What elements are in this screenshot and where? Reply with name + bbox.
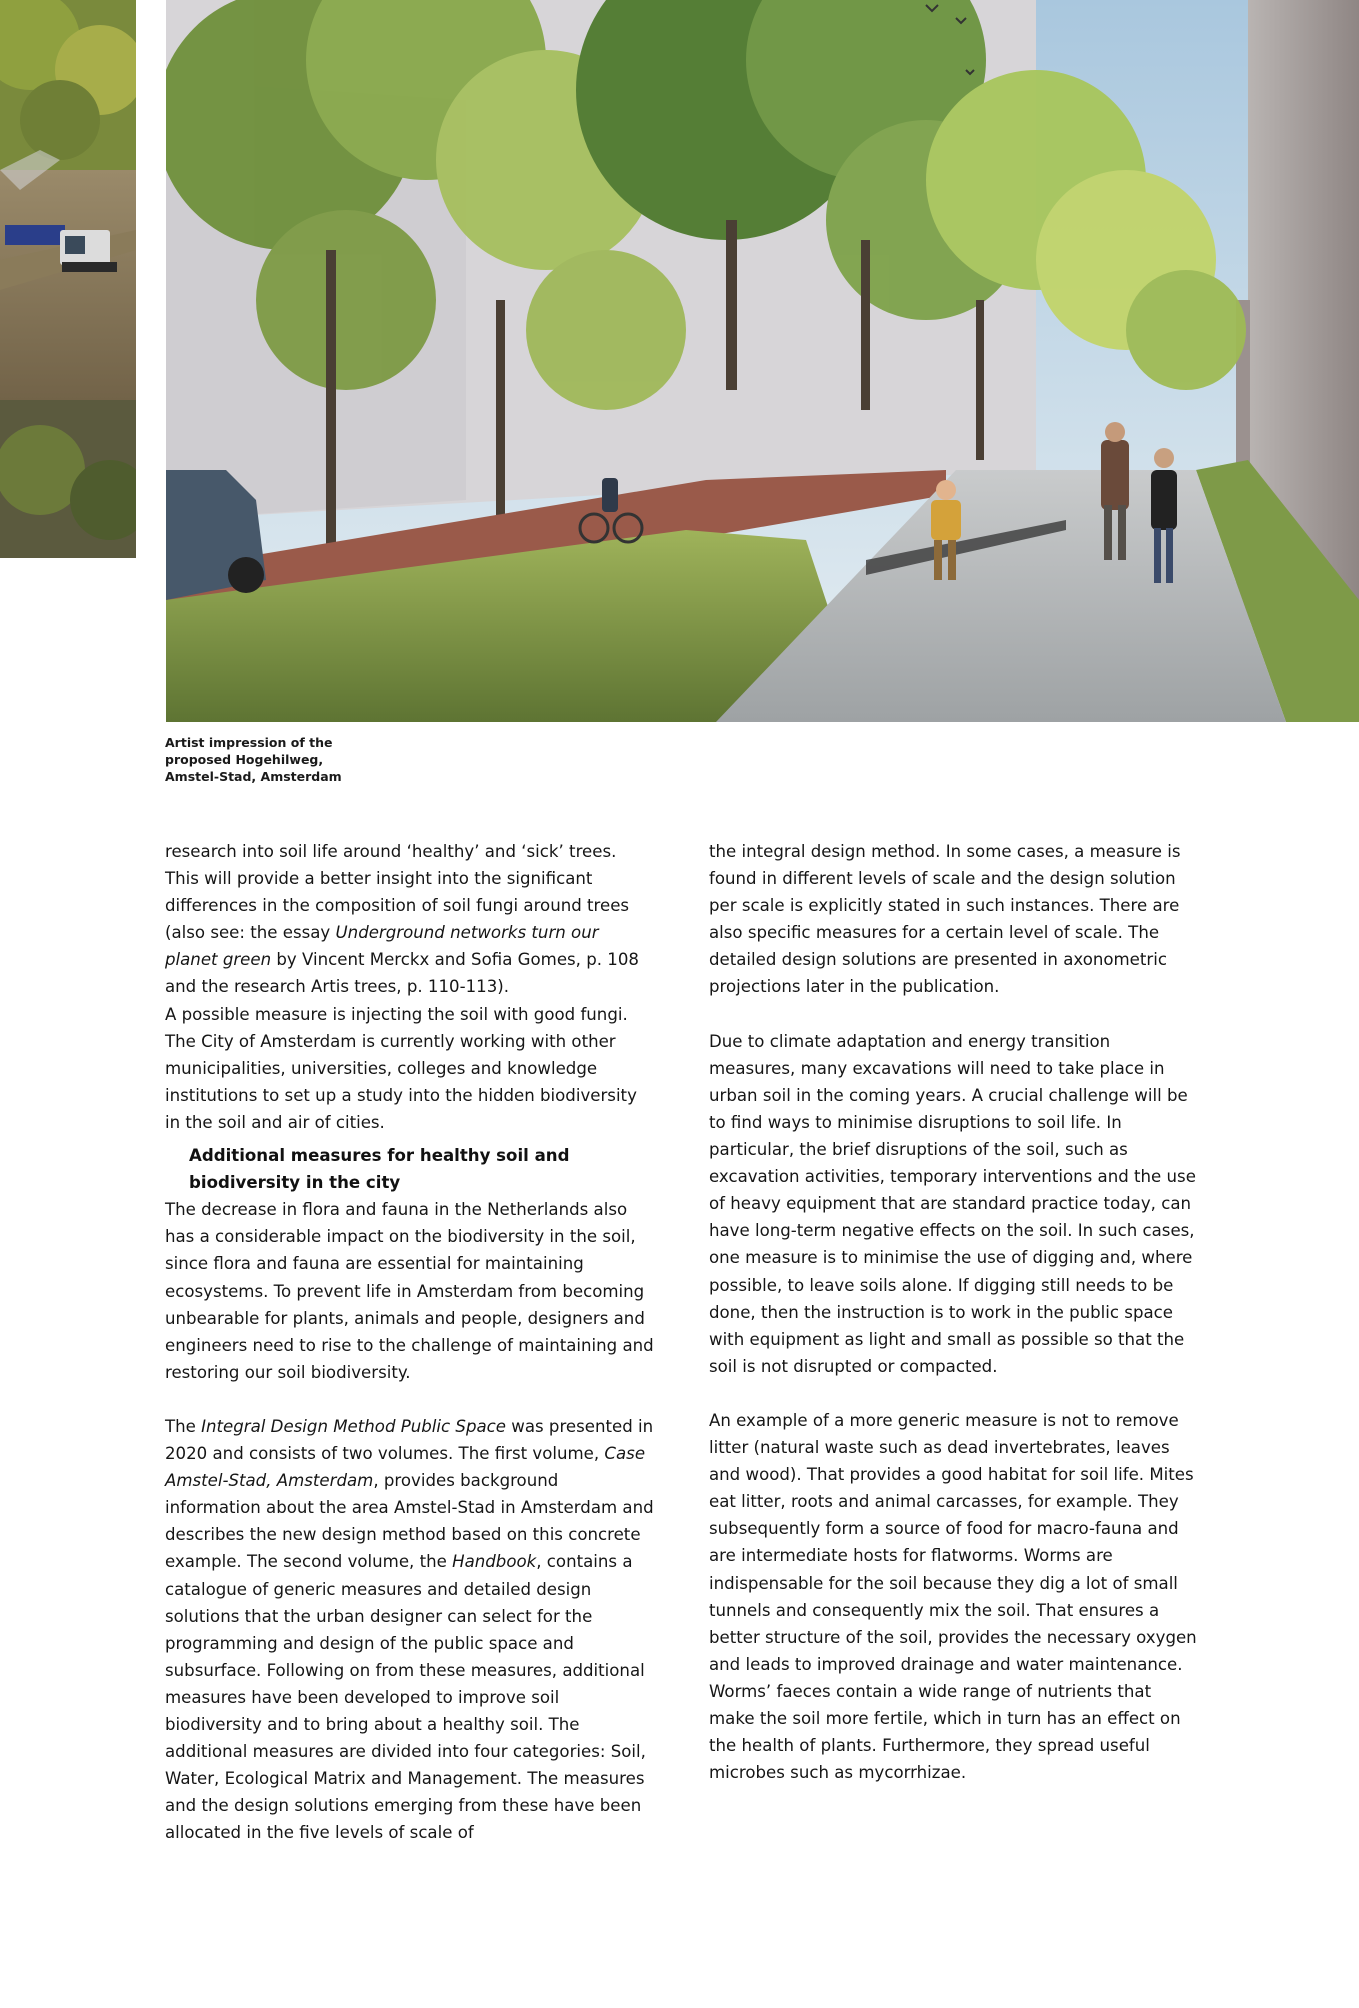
artist-impression-image — [166, 0, 1359, 722]
right-column — [709, 838, 1199, 1813]
paragraph: research into soil life around ‘healthy’ and ‘sick’ trees. This will provide a better insight into the significant differences in the composition of soil fungi around trees (also see: the essay Underground networks turn our planet green by Vincent Merckx and Sofia Gomes, p. 108 and the research Artis trees, p. 110-113). — [165, 842, 639, 997]
caption-line: Amstel-Stad, Amsterdam — [165, 769, 342, 784]
volume-title: Case Amstel-Stad, Amsterdam — [165, 1444, 646, 1491]
volume-title: Handbook — [452, 1552, 537, 1572]
image-caption — [165, 734, 425, 785]
caption-line: proposed Hogehilweg, — [165, 752, 324, 767]
section-heading: Additional measures for healthy soil and biodiversity in the city — [189, 1146, 570, 1193]
paragraph: Due to climate adaptation and energy transition measures, many excavations will need to take place in urban soil in the coming years. A crucial challenge will be to find ways to minimise disruptions to soil life. In particular, the brief disruptions of the soil, such as excavation activities, temporary interventions and the use of heavy equipment that are standard practice today, can have long-term negative effects on the soil. In such cases, one measure is to minimise the use of digging and, where possible, to leave soils alone. If digging still needs to be done, then the instruction is to work in the public space with equipment as light and small as possible so that the soil is not disrupted or compacted. — [709, 1031, 1196, 1376]
excavation-photo — [0, 0, 136, 558]
paragraph: The Integral Design Method Public Space was presented in 2020 and consists of two volumes. The first volume, Case Amstel-Stad, Amsterdam, provides background information about the area Amstel-Stad in Amsterdam and describes the new design method based on this concrete example. The second volume, the Handbook, contains a catalogue of generic measures and detailed design solutions that the urban designer can select for the programming and design of the public space and subsurface. Following on from these measures, additional measures have been developed to improve soil biodiversity and to bring about a healthy soil. The additional measures are divided into four categories: Soil, Water, Ecological Matrix and Management. The measures and the design solutions emerging from these have been allocated in the five levels of scale of — [165, 1416, 654, 1843]
essay-title: Underground networks turn our planet green — [165, 923, 599, 970]
paragraph: The decrease in flora and fauna in the Netherlands also has a considerable impact on the biodiversity in the soil, since flora and fauna are essential for maintaining ecosystems. To prevent life in Amsterdam from becoming unbearable for plants, animals and people, designers and engineers need to rise to the challenge of maintaining and restoring our soil biodiversity. — [165, 1200, 654, 1382]
paragraph: A possible measure is injecting the soil with good fungi. The City of Amsterdam is currently working with other municipalities, universities, colleges and knowledge institutions to set up a study into the hidden biodiversity in the soil and air of cities. — [165, 1004, 637, 1132]
left-column — [165, 838, 655, 1874]
caption-line: Artist impression of the — [165, 735, 333, 750]
paragraph: the integral design method. In some cases, a measure is found in different levels of scale and the design solution per scale is explicitly stated in such instances. There are also specific measures for a certain level of scale. The detailed design solutions are presented in axonometric projections later in the publication. — [709, 842, 1181, 997]
publication-title: Integral Design Method Public Space — [201, 1416, 506, 1436]
paragraph: An example of a more generic measure is not to remove litter (natural waste such as dead invertebrates, leaves and wood). That provides a good habitat for soil life. Mites eat litter, roots and animal carcasses, for example. They subsequently form a source of food for macro-fauna and are intermediate hosts for flatworms. Worms are indispensable for the soil because they dig a lot of small tunnels and consequently mix the soil. That ensures a better structure of the soil, provides the necessary oxygen and leads to improved drainage and water maintenance. Worms’ faeces contain a wide range of nutrients that make the soil more fertile, which in turn has an effect on the health of plants. Furthermore, they spread useful microbes such as mycorrhizae. — [709, 1410, 1197, 1783]
